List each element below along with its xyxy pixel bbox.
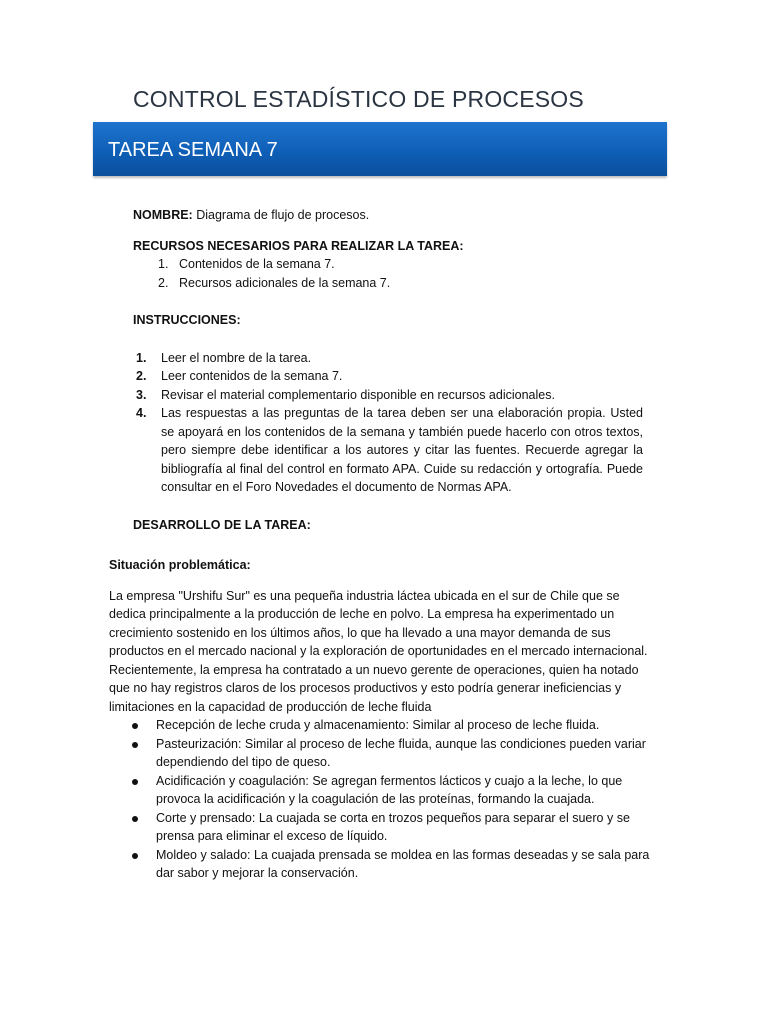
process-list xyxy=(109,716,657,883)
assignment-title: TAREA SEMANA 7 xyxy=(108,139,278,161)
bullet-icon xyxy=(132,779,138,785)
instrucciones-list xyxy=(133,349,643,497)
list-item: 3. Revisar el material complementario disponible en recursos adicionales. xyxy=(136,387,555,402)
bullet-icon xyxy=(132,723,138,729)
situacion-paragraph: Recientemente, la empresa ha contratado a un nuevo gerente de operaciones, quien ha notado que no hay registros claros de los procesos productivos y esto podría generar ineficiencias y limitaciones en la capacidad de producción de leche fluida xyxy=(109,662,639,714)
nombre-label: NOMBRE: xyxy=(133,208,193,222)
bullet-icon xyxy=(132,816,138,822)
assignment-details xyxy=(133,206,643,534)
nombre-value: Diagrama de flujo de procesos. xyxy=(196,208,370,222)
recursos-heading: RECURSOS NECESARIOS PARA REALIZAR LA TAREA: xyxy=(133,238,464,253)
list-item: 2. Recursos adicionales de la semana 7. xyxy=(158,275,391,290)
course-title: CONTROL ESTADÍSTICO DE PROCESOS xyxy=(133,86,584,112)
list-item: 2. Leer contenidos de la semana 7. xyxy=(136,369,343,383)
list-item: Corte y prensado: La cuajada se corta en trozos pequeños para separar el suero y se prensa para eliminar el exceso de líquido. xyxy=(109,809,657,846)
list-item: 1. Leer el nombre de la tarea. xyxy=(136,350,312,365)
situacion-section xyxy=(109,556,657,883)
list-item: Pasteurización: Similar al proceso de leche fluida, aunque las condiciones pueden variar dependiendo del tipo de queso. xyxy=(109,735,657,772)
list-item: 1. Contenidos de la semana 7. xyxy=(158,257,335,271)
list-item: Moldeo y salado: La cuajada prensada se moldea en las formas deseadas y se sala para dar sabor y mejorar la conservación. xyxy=(109,846,657,883)
instrucciones-heading: INSTRUCCIONES: xyxy=(133,313,241,327)
situacion-heading: Situación problemática: xyxy=(109,558,251,572)
desarrollo-heading: DESARROLLO DE LA TAREA: xyxy=(133,517,311,532)
list-item: Acidificación y coagulación: Se agregan fermentos lácticos y cuajo a la leche, lo que provoca la acidificación y la coagulación de las proteínas, formando la cuajada. xyxy=(109,772,657,809)
bullet-icon xyxy=(132,742,138,748)
list-item: 4. Las respuestas a las preguntas de la tarea deben ser una elaboración propia. Usted se apoyará en los contenidos de la semana y también puede hacerlo con otros textos, pero siempre debe identificar a los autores y citar las fuentes. Recuerde agregar la bibliografía al final del control en formato APA. Cuide su redacción y ortografía. Puede consultar en el Foro Novedades el documento de Normas APA. xyxy=(136,406,643,494)
nombre-line xyxy=(133,206,643,225)
situacion-paragraph: La empresa "Urshifu Sur" es una pequeña industria láctea ubicada en el sur de Chile que se dedica principalmente a la producción de leche en polvo. La empresa ha experimentado un crecimiento sostenido en los últimos años, lo que ha llevado a una mayor demanda de sus productos en el mercado nacional y la exploración de oportunidades en el mercado internacional. xyxy=(109,588,648,658)
recursos-list xyxy=(133,255,643,292)
title-banner xyxy=(93,122,667,176)
bullet-icon xyxy=(132,853,138,859)
list-item: Recepción de leche cruda y almacenamiento: Similar al proceso de leche fluida. xyxy=(109,716,657,735)
